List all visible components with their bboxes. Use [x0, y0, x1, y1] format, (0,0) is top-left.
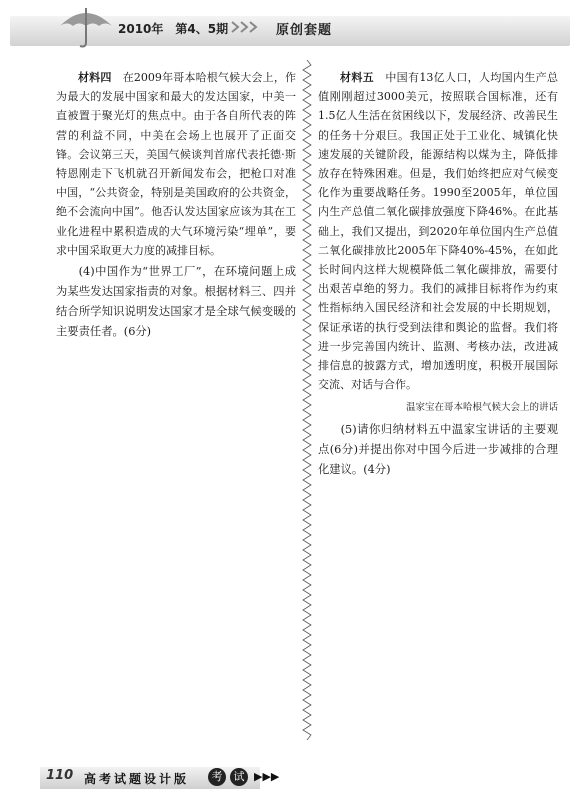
source-attribution: 温家宝在哥本哈根气候大会上的讲话 [405, 402, 558, 414]
left-column [56, 68, 296, 342]
section-title: 原创套题 [276, 23, 333, 38]
material-5 [318, 68, 558, 394]
right-column [318, 68, 558, 480]
page-footer [0, 740, 581, 800]
umbrella-icon [56, 4, 116, 50]
material-4 [56, 68, 296, 260]
page-header [0, 0, 581, 52]
material-4-label: 材料四 [78, 71, 112, 84]
material-5-text: 中国有13亿人口，人均国内生产总值刚刚超过3000美元，按照联合国标准，还有1.5亿人生活在贫困线以下，发展经济、改善民生的任务十分艰巨。我国正处于工业化、城镇化快速发展的关键阶段，能源结构以煤为主，降低排放存在特殊困难。但是，我们始终把应对气候变化作为重要战略任务。1990至2005年，单位国内生产总值二氧化碳排放强度下降46%。在此基础上，我们又提出，到2020年单位国内生产总值二氧化碳排放比2005年下降40%-45%，在如此长时间内这样大规模降低二氧化碳排放，需要付出艰苦卓绝的努力。我们的减排目标将作为约束性指标纳入国民经济和社会发展的中长期规划，保证承诺的执行受到法律和舆论的监督。我们将进一步完善国内统计、监测、考核办法，改进减排信息的披露方式，增加透明度，积极开展国际交流、对话与合作。 [318, 71, 559, 392]
zigzag-divider [302, 60, 312, 740]
issue-label: 2010年 第4、5期 [118, 22, 229, 36]
question-5: (5)请你归纳材料五中温家宝讲话的主要观点(6分)并提出你对中国今后进一步减排的合理化建议。(4分) [318, 422, 558, 476]
footer-title: 高考试题设计版 [84, 772, 190, 786]
material-4-text: 在2009年哥本哈根气候大会上，作为最大的发展中国家和最大的发达国家，中美一直被置于聚光灯的焦点中。由于各自所代表的阵营的利益不同，中美在会场上也展开了正面交锋。会议第三天，美国气候谈判首席代表托德·斯特恩刚走下飞机就召开新闻发布会，把枪口对准中国，“公共资金，特别是美国政府的公共资金，绝不会流向中国”。他否认发达国家应该为其在工业化进程中累积造成的大气环境污染“埋单”，要求中国采取更大力度的减排目标。 [56, 71, 297, 257]
footer-arrows-icon: ▶▶▶ [254, 770, 280, 783]
material-5-label: 材料五 [340, 71, 374, 84]
footer-badge-kao: 考 [208, 768, 226, 786]
question-4: (4)中国作为“世界工厂”，在环境问题上成为某些发达国家指责的对象。根据材料三、四并结合所学知识说明发达国家才是全球气候变暖的主要责任者。(6分) [56, 265, 296, 339]
page-number: 110 [46, 768, 74, 783]
chevrons-icon [230, 20, 266, 34]
footer-badge-shi: 试 [230, 768, 248, 786]
